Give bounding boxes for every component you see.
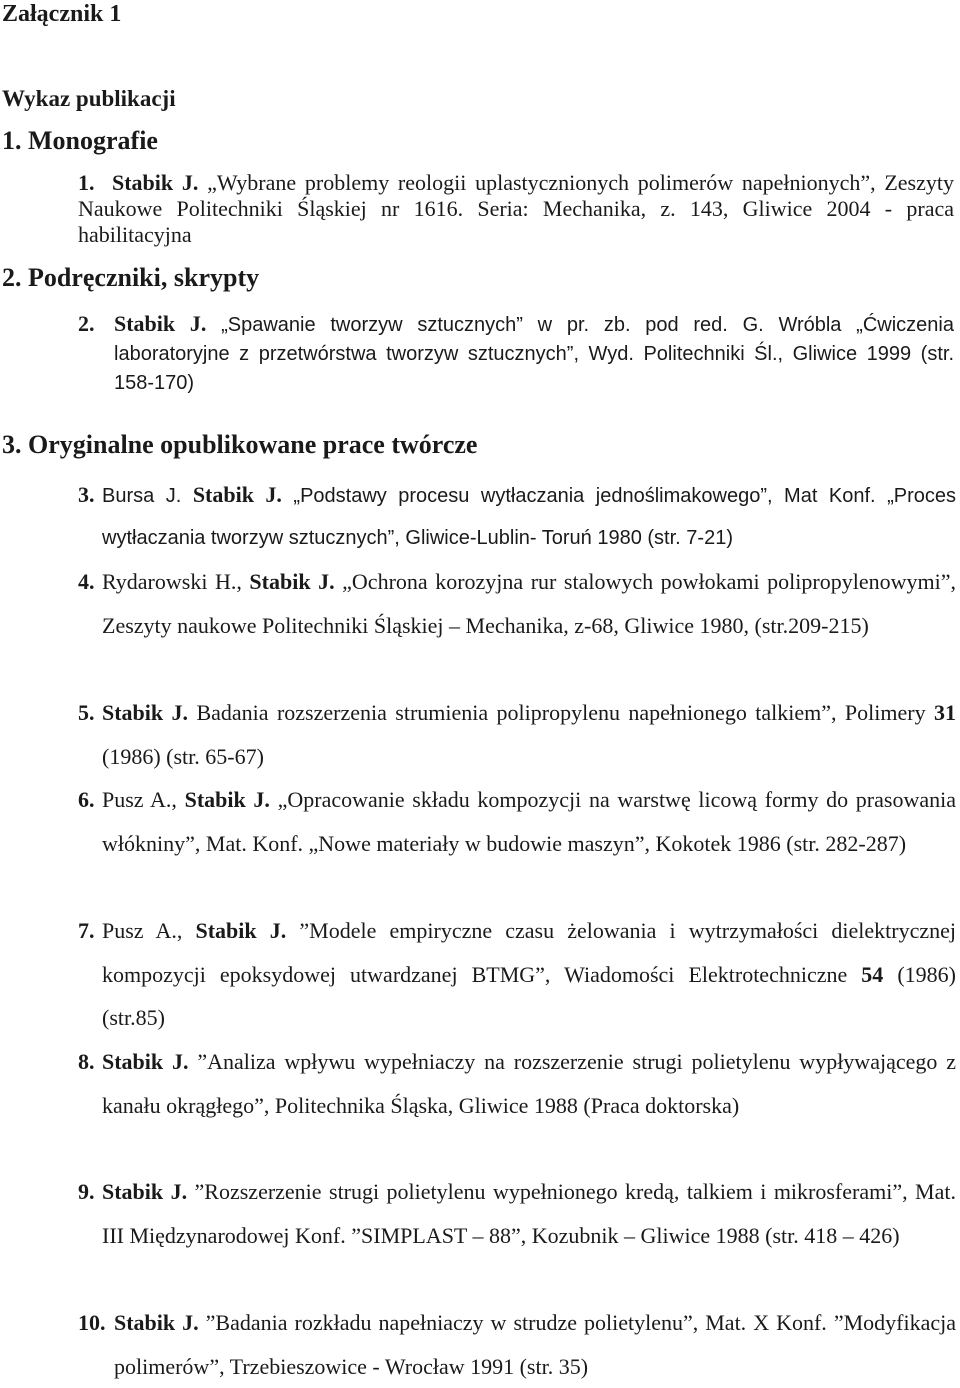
- entry-number: 6.: [78, 787, 95, 812]
- publication-entry: [78, 909, 956, 1040]
- entry-number: 1.: [78, 170, 95, 195]
- entry-author: Stabik J.: [192, 482, 282, 507]
- entry-text: ”Modele empiryczne czasu żelowania i wytrzymałości dielektrycznej kompozycji epoksydowej utwardzanej BTMG”, Wiadomości Elektrotechniczne: [102, 918, 956, 987]
- entry-number: 8.: [78, 1049, 95, 1074]
- entry-number: 5.: [78, 700, 95, 725]
- entry-text: „Ochrona korozyjna rur stalowych powłokami polipropylenowymi”, Zeszyty naukowe Politechniki Śląskiej – Mechanika, z-68, Gliwice 1980, (str.209-215): [102, 569, 956, 638]
- entry-author: Stabik J.: [114, 1310, 199, 1335]
- entry-volume: 31: [934, 700, 956, 725]
- entry-author: Stabik J.: [102, 1179, 188, 1204]
- entry-number: 4.: [78, 569, 95, 594]
- entry-author: Stabik J.: [102, 1049, 189, 1074]
- entry-author: Stabik J.: [114, 311, 207, 336]
- entry-text: „Wybrane problemy reologii uplastycznionych polimerów napełnionych”, Zeszyty Naukowe Politechniki Śląskiej nr 1616. Seria: Mechanika, z. 143, Gliwice 2004 - praca habilitacyjna: [78, 170, 954, 247]
- entry-number: 2.: [78, 311, 95, 336]
- entry-number: 9.: [78, 1179, 95, 1204]
- publication-entry: [78, 1170, 956, 1301]
- entry-author: Stabik J.: [184, 787, 270, 812]
- entry-text: ”Analiza wpływu wypełniaczy na rozszerzenie strugi polietylenu wypływającego z kanału okrągłego”, Politechnika Śląska, Gliwice 1988 (Praca doktorska): [102, 1049, 956, 1118]
- publication-entry: [78, 691, 956, 779]
- entry-author: Stabik J.: [249, 569, 335, 594]
- entry-author: Stabik J.: [195, 918, 287, 943]
- publication-entry: [78, 778, 956, 909]
- entry-text: ”Rozszerzenie strugi polietylenu wypełnionego kredą, talkiem i mikrosferami”, Mat. III Międzynarodowej Konf. ”SIMPLAST – 88”, Kozubnik – Gliwice 1988 (str. 418 – 426): [102, 1179, 956, 1248]
- publication-entry: [78, 170, 954, 250]
- entry-coauthors: Pusz A.,: [102, 787, 185, 812]
- publication-entry: [78, 309, 954, 399]
- entry-author: Stabik J.: [111, 170, 199, 195]
- publication-entry: [78, 474, 956, 564]
- entry-text: „Podstawy procesu wytłaczania jednoślimakowego”, Mat Konf. „Proces wytłaczania tworzyw sztucznych”, Gliwice-Lublin- Toruń 1980 (str. 7-21): [102, 485, 957, 549]
- annex-label: Załącznik 1: [2, 1, 122, 27]
- entry-coauthors: Bursa J.: [102, 485, 193, 507]
- entry-text-end: (1986) (str.85): [102, 961, 956, 1030]
- entry-number: 3.: [78, 482, 95, 507]
- section-heading-oryginalne-prace: 3. Oryginalne opublikowane prace twórcze: [2, 430, 478, 459]
- publication-entry: [78, 560, 956, 690]
- entry-text: „Spawanie tworzyw sztucznych” w pr. zb. pod red. G. Wróbla „Ćwiczenia laboratoryjne z przetwórstwa tworzyw sztucznych”, Wyd. Politechniki Śl., Gliwice 1999 (str. 158-170): [114, 314, 954, 394]
- entry-number: 10.: [78, 1310, 106, 1335]
- publication-entry: [78, 1040, 956, 1171]
- entry-coauthors: Rydarowski H.,: [102, 569, 250, 594]
- entry-text: Badania rozszerzenia strumienia polipropylenu napełnionego talkiem”, Polimery: [188, 700, 934, 725]
- entry-text-end: (1986) (str. 65-67): [102, 743, 264, 769]
- publication-entry: [78, 1301, 956, 1381]
- entry-volume: 54: [861, 961, 884, 987]
- document-subtitle: Wykaz publikacji: [2, 86, 176, 111]
- entry-text: ”Badania rozkładu napełniaczy w strudze polietylenu”, Mat. X Konf. ”Modyfikacja polimerów”, Trzebieszowice - Wrocław 1991 (str. 35): [114, 1310, 956, 1379]
- entry-coauthors: Pusz A.,: [102, 918, 196, 943]
- entry-author: Stabik J.: [102, 700, 189, 725]
- section-heading-podreczniki: 2. Podręczniki, skrypty: [2, 263, 260, 292]
- entry-text: „Opracowanie składu kompozycji na warstwę licową formy do prasowania włókniny”, Mat. Konf. „Nowe materiały w budowie maszyn”, Kokotek 1986 (str. 282-287): [102, 787, 956, 856]
- section-heading-monografie: 1. Monografie: [2, 126, 158, 155]
- entry-number: 7.: [78, 918, 95, 943]
